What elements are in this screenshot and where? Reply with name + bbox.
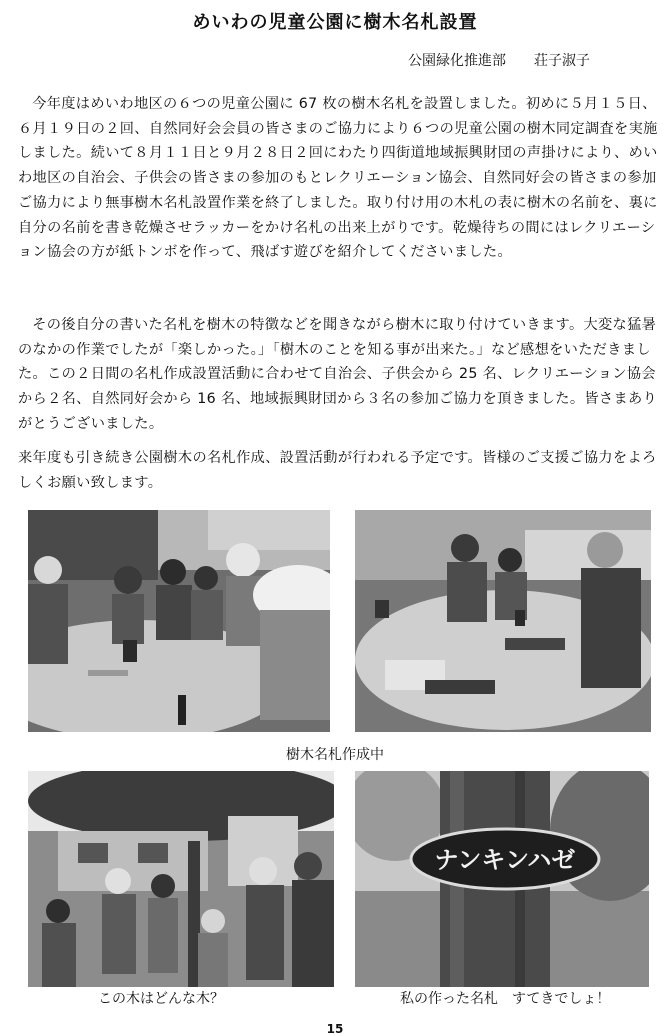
tree-tag-label: ナンキンハゼ xyxy=(434,846,576,874)
paragraph-1: 今年度はめいわ地区の６つの児童公園に 67 枚の樹木名札を設置しました。初めに５月１５日、６月１９日の２回、自然同好会会員の皆さまのご協力により６つの児童公園の樹木同定調査を実施しました。続いて８月１１日と９月２８日２回にわたり四街道地域振興財団の声掛けにより、めいわ地区の自治会、子供会の皆さまの参加のもとレクリエーション協会、自然同好会の皆さまの参加ご協力により無事樹木名札設置作業を終了しました。取り付け用の木札の表に樹木の名前を、裏に自分の名前を書き乾燥させラッカーをかけ名札の出来上がりです。乾燥待ちの間にはレクリエーション協会の方が紙トンボを作って、飛ばす遊びを紹介してくださいました。 xyxy=(18,96,658,261)
photo-making-tags-1 xyxy=(28,510,330,732)
photo-making-tags-2 xyxy=(355,510,651,732)
caption-my-tag: 私の作った名札 すてきでしょ！ xyxy=(400,991,611,1007)
photo-tree-question xyxy=(28,771,334,987)
photo-name-tag-on-tree xyxy=(355,771,649,987)
paragraph-2: その後自分の書いた名札を樹木の特徴などを聞きながら樹木に取り付けていきます。大変な猛暑のなかの作業でしたが「楽しかった。」「樹木のことを知る事が出来た。」など感想をいただきました。この２日間の名札作成設置活動に合わせて自治会、子供会から 25 名、レクリエーション協会から２名、自然同好会から 16 名、地域振興財団から３名の参加ご協力を頂きました。皆さまありがとうございました。 xyxy=(18,317,658,432)
caption-making-tags: 樹木名札作成中 xyxy=(286,747,384,763)
author-line: 公園緑化推進部 荘子淑子 xyxy=(408,53,590,69)
article-title: めいわの児童公園に樹木名札設置 xyxy=(192,12,478,33)
page-number: 15 xyxy=(326,1022,344,1036)
caption-tree-question: この木はどんな木？ xyxy=(98,991,224,1007)
paragraph-3: 来年度も引き続き公園樹木の名札作成、設置活動が行われる予定です。皆様のご支援ご協力をよろしくお願い致します。 xyxy=(18,450,657,491)
